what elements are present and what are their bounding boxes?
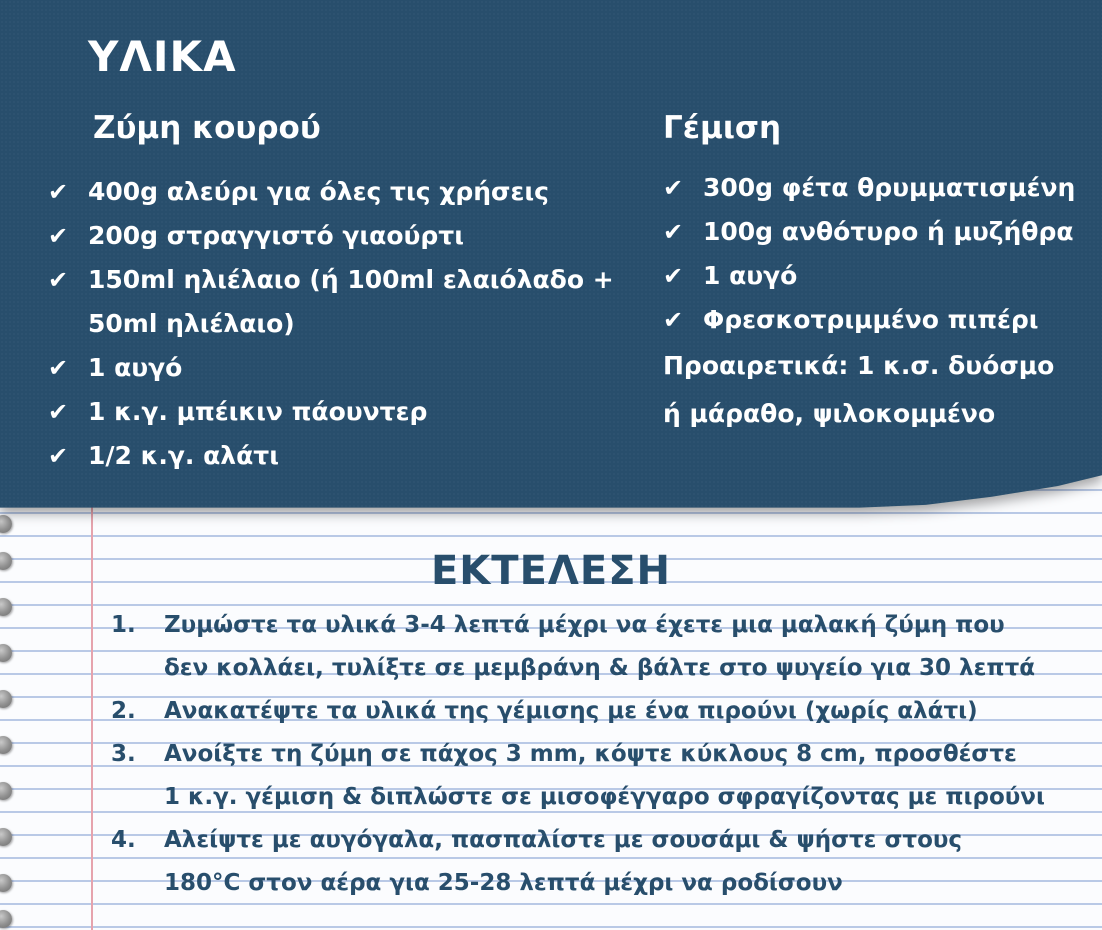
list-item xyxy=(663,298,1075,342)
binder-hole xyxy=(0,828,12,846)
list-item xyxy=(48,258,614,302)
step-text-line: 180°C στον αέρα για 25-28 λεπτά μέχρι να ροδίσουν xyxy=(164,870,843,896)
checkmark-icon: ✔ xyxy=(663,174,684,202)
binder-hole xyxy=(0,736,12,754)
list-item xyxy=(48,214,614,258)
list-item xyxy=(48,346,614,390)
binder-hole xyxy=(0,644,12,662)
optional-note: Προαιρετικά: 1 κ.σ. δυόσμο ή μάραθο, ψιλοκομμένο xyxy=(663,351,1055,428)
checkmark-icon: ✔ xyxy=(48,354,69,382)
list-item xyxy=(48,434,614,478)
checkmark-icon: ✔ xyxy=(48,222,69,250)
steps-list xyxy=(111,604,1094,905)
ingredient-text: 400g αλεύρι για όλες τις χρήσεις xyxy=(88,177,549,206)
step-text-line: Ζυμώστε τα υλικά 3-4 λεπτά μέχρι να έχετε μια μαλακή ζύμη που xyxy=(164,612,1005,638)
step-item xyxy=(111,819,1094,905)
dough-ingredients-list xyxy=(48,170,614,478)
step-text-line: Αλείψτε με αυγόγαλα, πασπαλίστε με σουσάμι & ψήστε στους xyxy=(164,827,963,853)
step-number: 3. xyxy=(111,741,136,767)
step-text-line: δεν κολλάει, τυλίξτε σε μεμβράνη & βάλτε στο ψυγείο για 30 λεπτά xyxy=(164,655,1036,681)
ingredient-text: 1 κ.γ. μπέικιν πάουντερ xyxy=(88,397,428,426)
list-item xyxy=(48,170,614,214)
step-number: 4. xyxy=(111,827,136,853)
list-item xyxy=(663,254,1075,298)
ingredient-text: 100g ανθότυρο ή μυζήθρα xyxy=(703,217,1074,246)
ingredient-text: 50ml ηλιέλαιο) xyxy=(88,309,295,338)
list-item xyxy=(48,390,614,434)
checkmark-icon: ✔ xyxy=(48,266,69,294)
ingredients-title: ΥΛΙΚΑ xyxy=(88,32,237,81)
ingredient-text: 150ml ηλιέλαιο (ή 100ml ελαιόλαδο + xyxy=(88,265,614,294)
ingredient-text: 1/2 κ.γ. αλάτι xyxy=(88,441,279,470)
filling-ingredients-list xyxy=(663,166,1075,342)
binder-hole xyxy=(0,598,12,616)
checkmark-icon: ✔ xyxy=(663,218,684,246)
step-number: 2. xyxy=(111,698,136,724)
ingredient-text: 200g στραγγιστό γιαούρτι xyxy=(88,221,464,250)
checkmark-icon: ✔ xyxy=(48,442,69,470)
list-item xyxy=(663,210,1075,254)
ingredient-text: 300g φέτα θρυμματισμένη xyxy=(703,173,1076,202)
binder-hole xyxy=(0,690,12,708)
checkmark-icon: ✔ xyxy=(48,178,69,206)
checkmark-icon: ✔ xyxy=(663,262,684,290)
step-text-line: Ανακατέψτε τα υλικά της γέμισης με ένα πιρούνι (χωρίς αλάτι) xyxy=(164,698,978,724)
binder-hole xyxy=(0,910,12,928)
step-text-line: 1 κ.γ. γέμιση & διπλώστε σε μισοφέγγαρο σφραγίζοντας με πιρούνι xyxy=(164,784,1045,810)
step-item xyxy=(111,690,1094,733)
step-item xyxy=(111,604,1094,690)
ingredient-text: 1 αυγό xyxy=(703,261,798,290)
ingredient-text: Φρεσκοτριμμένο πιπέρι xyxy=(703,305,1039,334)
dough-heading: Ζύμη κουρού xyxy=(93,110,321,146)
ingredient-text: 1 αυγό xyxy=(88,353,183,382)
filling-heading: Γέμιση xyxy=(663,110,782,146)
binder-hole xyxy=(0,782,12,800)
binder-hole xyxy=(0,874,12,892)
list-item-continuation xyxy=(48,302,614,346)
step-item xyxy=(111,733,1094,819)
steps-title: ΕΚΤΕΛΕΣΗ xyxy=(430,548,671,594)
checkmark-icon: ✔ xyxy=(48,398,69,426)
step-text-line: Ανοίξτε τη ζύμη σε πάχος 3 mm, κόψτε κύκλους 8 cm, προσθέστε xyxy=(164,741,1017,767)
step-number: 1. xyxy=(111,612,136,638)
list-item xyxy=(663,166,1075,210)
checkmark-icon: ✔ xyxy=(663,306,684,334)
